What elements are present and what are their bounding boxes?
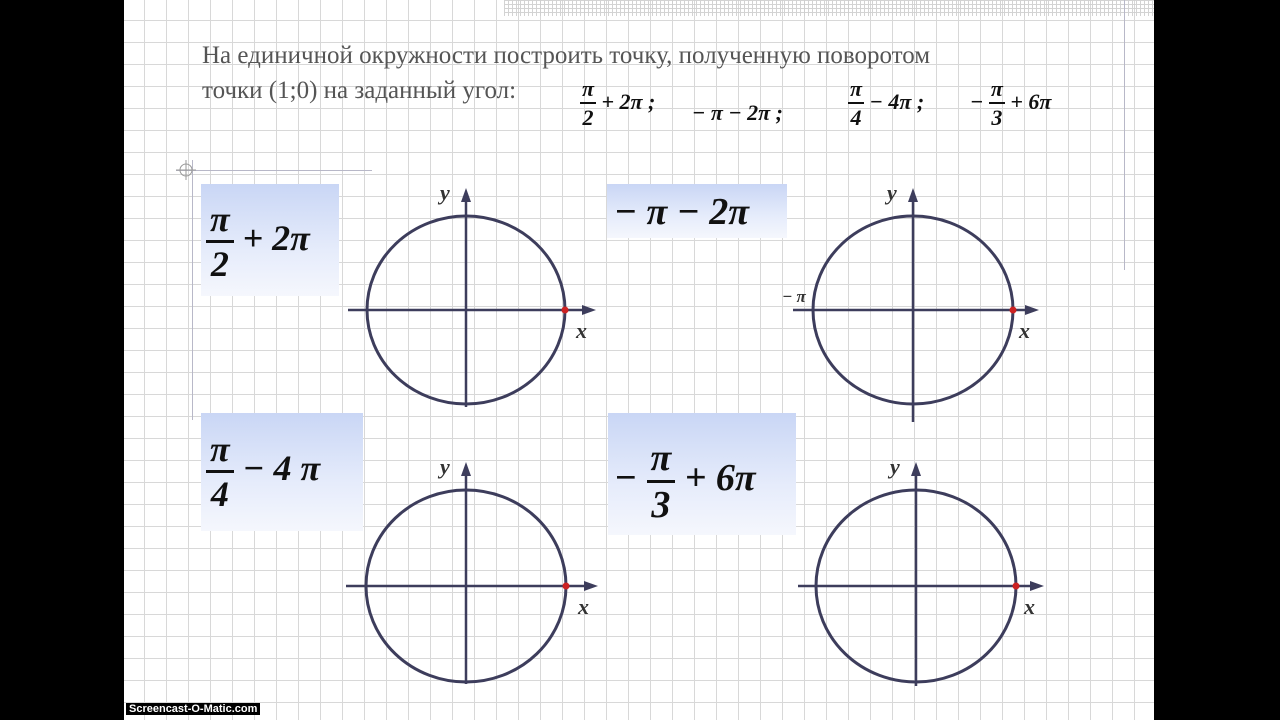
frac-den: 2 <box>210 244 229 284</box>
frac-num: π <box>647 436 676 483</box>
y-axis-arrow-icon <box>461 188 471 202</box>
x-axis-label: x <box>1019 318 1030 343</box>
x-axis-label: x <box>1024 594 1035 619</box>
unit-circle-diagram-3 <box>344 455 604 695</box>
guide-line <box>1124 0 1125 270</box>
angle-sign: − <box>970 89 984 115</box>
frac-num: π <box>848 76 864 104</box>
y-axis-label: y <box>440 180 450 205</box>
angle-2-inline <box>692 100 783 126</box>
unit-circle-diagram-2 <box>784 180 1054 430</box>
start-point-marker <box>563 583 570 590</box>
y-axis-arrow-icon <box>461 462 471 476</box>
frac-den: 2 <box>582 105 594 130</box>
unit-circle-diagram-4 <box>794 455 1054 695</box>
crosshair-icon <box>176 160 196 180</box>
x-axis-arrow-icon <box>1025 305 1039 315</box>
x-axis-arrow-icon <box>1030 581 1044 591</box>
unit-circle-diagram-1 <box>344 180 604 420</box>
x-axis-arrow-icon <box>584 581 598 591</box>
angle-box-3-expr <box>206 428 320 515</box>
task-line-2: точки (1;0) на заданный угол: <box>202 77 517 104</box>
angle-1-inline <box>580 76 655 132</box>
frac-den: 4 <box>850 105 862 130</box>
y-axis-arrow-icon <box>911 462 921 476</box>
task-line-1: На единичной окружности построить точку, полученную поворотом <box>202 42 931 69</box>
angle-rest: − 4π ; <box>869 89 925 115</box>
top-band <box>504 0 1154 16</box>
angle-sign: − <box>614 457 638 500</box>
angle-rest: + 6π <box>1010 89 1052 115</box>
angle-3-inline <box>848 76 924 132</box>
angle-box-2-expr: − π − 2π <box>614 191 750 233</box>
start-point-marker <box>1010 307 1017 314</box>
slide <box>124 0 1154 720</box>
frac-den: 4 <box>210 474 229 514</box>
frac-num: π <box>989 76 1005 104</box>
angle-rest: − 4 π <box>242 447 321 488</box>
guide-line <box>176 170 372 171</box>
y-axis-label: y <box>890 454 900 479</box>
x-axis-label: x <box>576 318 587 343</box>
angle-rest: + 2π <box>242 217 310 258</box>
frac-num: π <box>206 198 234 243</box>
y-axis-label: y <box>887 180 897 205</box>
frac-num: π <box>206 428 234 473</box>
angle-box-4-expr <box>614 436 756 527</box>
watermark: Screencast-O-Matic.com <box>126 703 260 715</box>
minus-pi-label: − π <box>782 287 806 306</box>
guide-line <box>192 160 193 420</box>
angle-4-inline <box>970 76 1051 132</box>
y-axis-label: y <box>440 454 450 479</box>
frac-den: 3 <box>991 105 1003 130</box>
angle-rest: + 2π ; <box>601 89 656 115</box>
y-axis-arrow-icon <box>908 188 918 202</box>
start-point-marker <box>1013 583 1020 590</box>
angle-expr: − π − 2π ; <box>692 100 784 125</box>
frac-den: 3 <box>651 484 671 526</box>
angle-rest: + 6π <box>684 457 756 500</box>
frac-num: π <box>580 76 596 104</box>
x-axis-arrow-icon <box>582 305 596 315</box>
x-axis-label: x <box>578 594 589 619</box>
start-point-marker <box>562 307 569 314</box>
angle-box-1-expr <box>206 198 310 285</box>
